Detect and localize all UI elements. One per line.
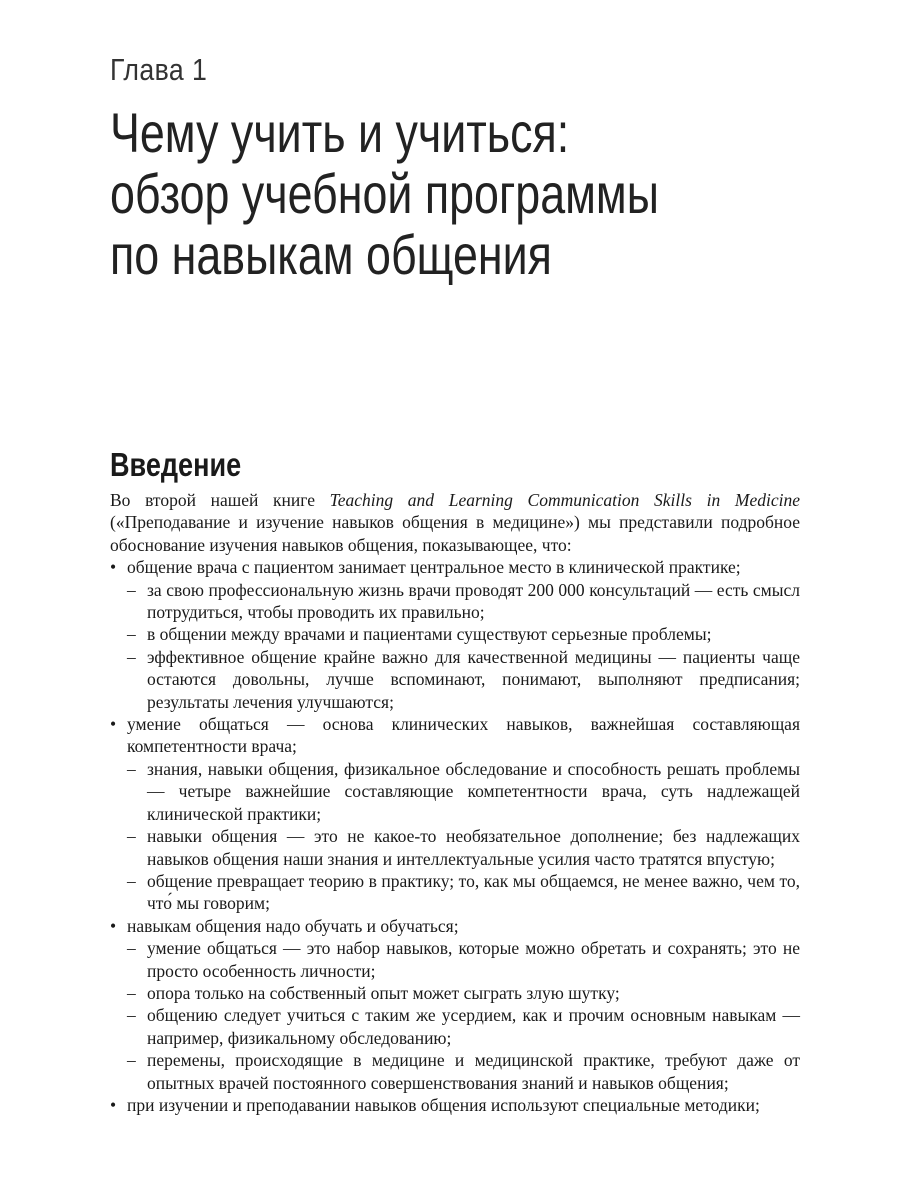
chapter-title-line: по навыкам общения bbox=[110, 223, 552, 286]
sub-list bbox=[127, 937, 800, 1094]
bullet-text: общение врача с пациентом занимает центральное место в клинической практике; bbox=[127, 557, 741, 578]
sub-list bbox=[127, 758, 800, 915]
chapter-label: Глава 1 bbox=[110, 52, 208, 87]
sub-item: – знания, навыки общения, физикальное обследование и способность решать проблемы — четыре важнейшие составляющие компетентности врача, суть надлежащей клинической практики; bbox=[110, 758, 800, 825]
intro-paragraph bbox=[110, 489, 800, 556]
sub-item: – опора только на собственный опыт может сыграть злую шутку; bbox=[110, 982, 800, 1004]
sub-item: – перемены, происходящие в медицине и медицинской практике, требуют даже от опытных врачей постоянного совершенствования знаний и навыков общения; bbox=[110, 1049, 800, 1094]
book-title: Teaching and Learning Communication Skills in Medicine bbox=[329, 490, 800, 510]
bullet-item bbox=[110, 1094, 800, 1116]
section-title: Введение bbox=[110, 446, 242, 483]
intro-text: («Преподавание и изучение навыков общения в медицине») мы представили подробное обоснование изучения навыков общения, показывающее, что: bbox=[110, 512, 800, 555]
chapter-title bbox=[110, 102, 659, 285]
sub-item: – умение общаться — это набор навыков, которые можно обретать и сохранять; это не просто особенность личности; bbox=[110, 937, 800, 982]
sub-item: – эффективное общение крайне важно для качественной медицины — пациенты чаще остаются довольны, лучше вспоминают, понимают, выполняют предписания; результаты лечения улучшаются; bbox=[110, 646, 800, 713]
intro-text: Во второй нашей книге bbox=[110, 490, 330, 510]
sub-item: – общению следует учиться с таким же усердием, как и прочим основным навыкам — например, физикальному обследованию; bbox=[110, 1004, 800, 1049]
sub-item: – в общении между врачами и пациентами существуют серьезные проблемы; bbox=[110, 623, 800, 645]
bullet-item bbox=[110, 915, 800, 1094]
chapter-title-line: Чему учить и учиться: bbox=[110, 101, 570, 164]
bullet-list bbox=[110, 556, 800, 1116]
sub-list bbox=[127, 579, 800, 713]
bullet-item bbox=[110, 713, 800, 915]
bullet-text: умение общаться — основа клинических навыков, важнейшая составляющая компетентности врача; bbox=[127, 714, 800, 757]
sub-item: – общение превращает теорию в практику; то, как мы общаемся, не менее важно, чем то, что́ мы говорим; bbox=[110, 870, 800, 915]
sub-item: – навыки общения — это не какое-то необязательное дополнение; без надлежащих навыков общения наши знания и интеллектуальные усилия часто тратятся впустую; bbox=[110, 825, 800, 870]
bullet-text: навыкам общения надо обучать и обучаться; bbox=[127, 915, 459, 936]
bullet-item bbox=[110, 556, 800, 713]
bullet-text: при изучении и преподавании навыков общения используют специальные методики; bbox=[127, 1094, 760, 1115]
sub-item: – за свою профессиональную жизнь врачи проводят 200 000 консультаций — есть смысл потрудиться, чтобы проводить их правильно; bbox=[110, 579, 800, 624]
chapter-title-line: обзор учебной программы bbox=[110, 162, 659, 225]
body-text bbox=[110, 489, 800, 1116]
